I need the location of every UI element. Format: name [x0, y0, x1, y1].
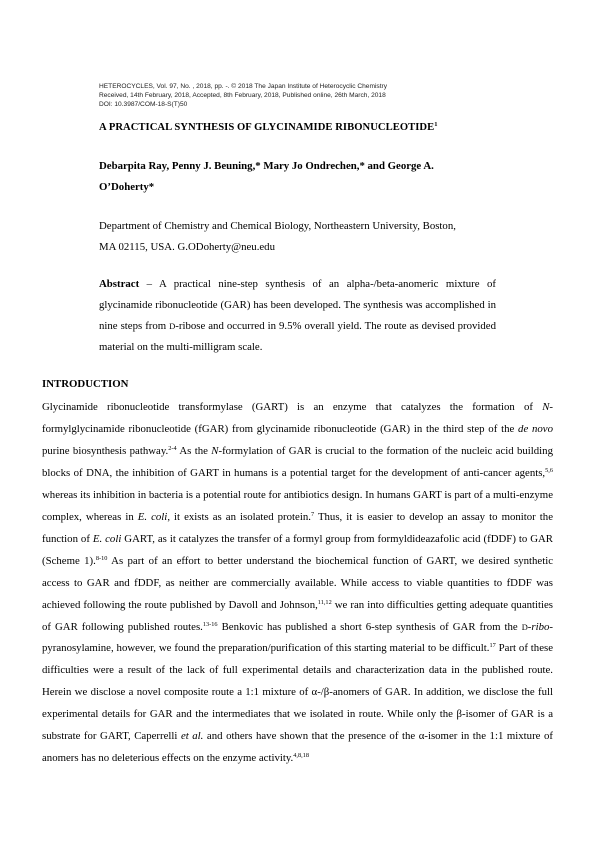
citation-marker: 13-16 — [202, 620, 218, 628]
author-list — [99, 156, 495, 198]
intro-italic: ribo — [531, 620, 550, 633]
intro-text: Benkovic has published a short 6-step synthesis of GAR from the — [217, 620, 522, 633]
title-footnote-marker: 1 — [434, 121, 438, 128]
abstract — [99, 274, 496, 358]
intro-text: -formylglycinamide ribonucleotide (fGAR) from glycinamide ribonucleotide (GAR) in the third step of the — [42, 401, 553, 435]
paper-title — [99, 121, 529, 133]
affiliation-line-2: MA 02115, USA. G.ODoherty@neu.edu — [99, 241, 275, 253]
citation-marker: 8-10 — [95, 554, 108, 562]
intro-text: GART, as it catalyzes the transfer of a formyl group from formyldideazafolic acid (fDDF) to GAR (Scheme 1). — [42, 532, 554, 567]
intro-text: Part of these difficulties were a result of the lack of full experimental details and characterization data in the published route. Herein we disclose a novel composite route a 1:1 mixture of α-/β-anomers of GAR. In addition, we disclose the full experimental details for GAR and the intermediates that we isolated in route. While only the β-isomer of GAR is a substrate for GART, Caperrelli — [42, 642, 553, 743]
title-text: A PRACTICAL SYNTHESIS OF GLYCINAMIDE RIBONUCLEOTIDE — [99, 122, 435, 133]
intro-text: Thus, it is easier to develop an assay to monitor the function of — [42, 510, 553, 545]
intro-italic: N — [542, 401, 550, 413]
citation-marker: 4,8,18 — [293, 752, 309, 760]
affiliation — [99, 216, 496, 258]
citation-marker: 5,6 — [545, 466, 553, 474]
introduction-paragraph — [42, 397, 553, 770]
intro-text: purine biosynthesis pathway. — [42, 444, 169, 457]
authors-line-1: Debarpita Ray, Penny J. Beuning,* Mary Jo Ondrechen,* and George A. — [99, 160, 434, 172]
intro-text: we ran into difficulties getting adequate quantities of GAR following published routes. — [42, 598, 553, 633]
intro-italic: et al. — [180, 730, 204, 743]
citation-marker: 2-4 — [168, 444, 177, 452]
citation-marker: 7 — [310, 510, 315, 518]
header-dates: Received, 14th February, 2018, Accepted, 8th February, 2018, Published online, 26th March, 2018 — [99, 92, 386, 100]
intro-italic: E. coli — [92, 532, 122, 545]
citation-marker: 11,12 — [317, 598, 332, 606]
intro-italic: de novo — [518, 422, 554, 435]
intro-text: As the — [176, 444, 212, 457]
intro-text: Glycinamide ribonucleotide transformylase (GART) is an enzyme that catalyzes the formation of — [42, 401, 543, 413]
journal-header — [99, 82, 519, 110]
intro-text: and others have shown that the presence of the α-isomer in the 1:1 mixture of anomers has no deleterious effects on the enzyme activity. — [42, 730, 554, 765]
intro-text: -pyranosylamine, however, we found the preparation/purification of this starting material to be difficult. — [42, 620, 553, 655]
intro-text: , it exists as an isolated protein. — [167, 510, 311, 523]
abstract-small-caps-d: D — [169, 322, 176, 332]
citation-marker: 17 — [489, 642, 496, 650]
header-citation: HETEROCYCLES, Vol. 97, No. , 2018, pp. -. © 2018 The Japan Institute of Heterocyclic Chemistry — [99, 83, 388, 90]
intro-small-caps: D — [521, 622, 528, 632]
intro-text: - — [527, 620, 532, 633]
authors-line-2: O’Doherty* — [99, 181, 155, 193]
intro-text: whereas its inhibition in bacteria is a potential route for antibiotics design. In humans GART is part of a multi-enzyme complex, whereas in — [42, 488, 553, 523]
header-doi: DOI: 10.3987/COM-18-S(T)50 — [99, 101, 188, 109]
intro-text: As part of an effort to better understand the biochemical function of GART, we desired synthetic access to GAR and fDDF, as neither are commercially available. While access to viable quantities to fDDF was achieved following the route published by Davoll and Johnson, — [42, 554, 553, 611]
intro-text: -formylation of GAR is crucial to the formation of the nucleic acid building blocks of DNA, the inhibition of GART in humans is a potential target for the development of anti-cancer agents, — [42, 444, 553, 479]
abstract-text-1: – A practical nine-step synthesis of an alpha-/beta-anomeric mixture of glycinamide ribonucleotide (GAR) has been developed. The synthesis was accomplished in nine steps from — [99, 278, 496, 333]
section-heading-introduction: INTRODUCTION — [42, 378, 129, 390]
intro-italic: N — [211, 444, 219, 457]
abstract-label: Abstract — [99, 278, 140, 290]
intro-italic: E. coli — [137, 510, 168, 523]
affiliation-line-1: Department of Chemistry and Chemical Biology, Northeastern University, Boston, — [99, 220, 456, 232]
abstract-text-2: -ribose and occurred in 9.5% overall yield. The route as devised provided material on the multi-milligram scale. — [99, 320, 496, 354]
